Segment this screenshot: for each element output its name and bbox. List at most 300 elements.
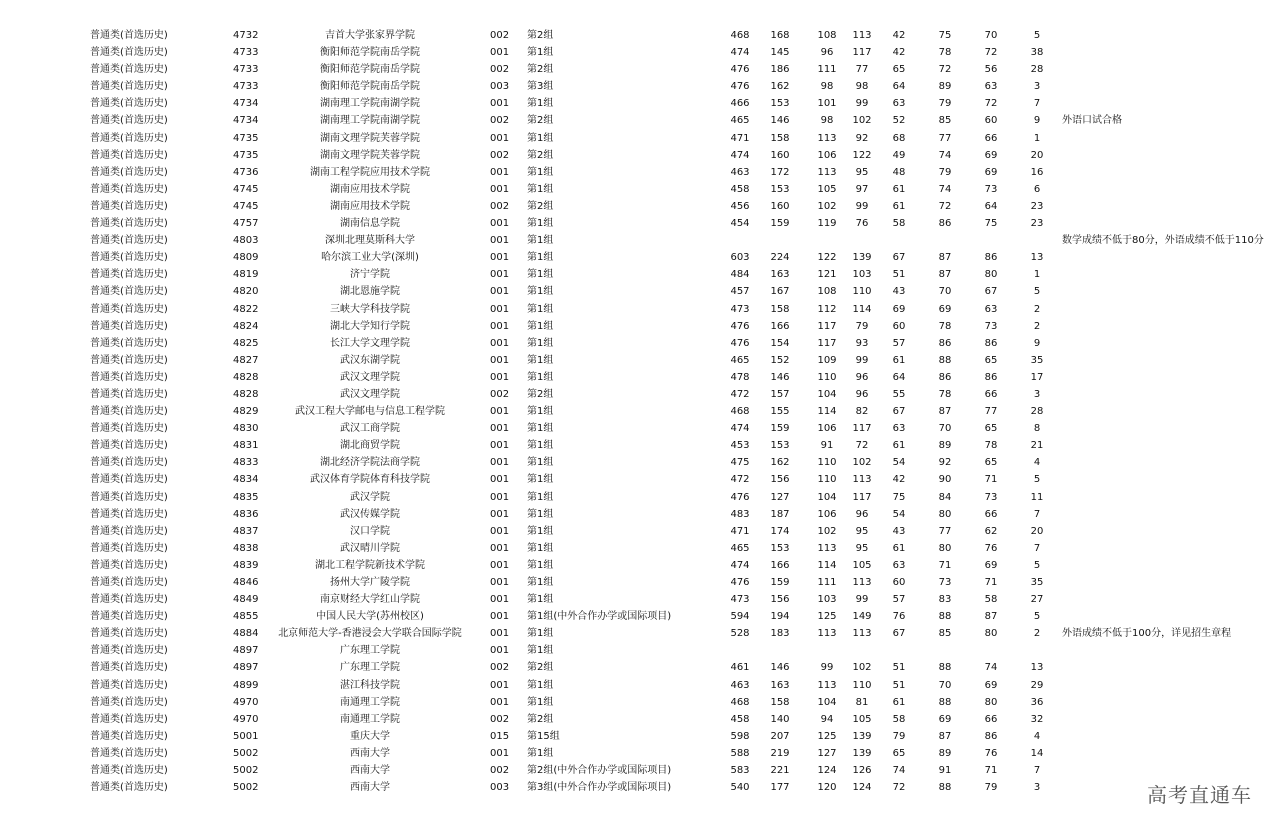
score-2-cell: 103 xyxy=(817,594,837,606)
total-score-cell: 468 xyxy=(730,30,750,41)
score-1-cell: 194 xyxy=(770,611,790,623)
school-code-cell: 4833 xyxy=(233,457,259,469)
score-1-cell: 153 xyxy=(770,440,790,452)
school-code-cell: 4745 xyxy=(233,200,259,212)
score-7-cell: 13 xyxy=(1030,252,1044,264)
school-code-cell: 4970 xyxy=(233,713,259,725)
score-1-cell: 159 xyxy=(770,423,790,435)
group-name-cell: 第1组 xyxy=(527,132,554,144)
score-5-cell: 89 xyxy=(938,440,952,452)
group-name-cell: 第1组 xyxy=(527,645,554,657)
score-6-cell: 60 xyxy=(984,115,998,127)
school-code-cell: 4825 xyxy=(233,337,259,349)
score-3-cell: 98 xyxy=(855,81,869,93)
group-code-cell: 001 xyxy=(490,457,510,469)
table-row xyxy=(0,232,1280,249)
score-6-cell: 80 xyxy=(984,628,998,640)
school-code-cell: 4839 xyxy=(233,559,259,571)
category-cell: 普通类(首选历史) xyxy=(90,594,168,606)
score-6-cell: 73 xyxy=(984,320,998,332)
score-3-cell: 82 xyxy=(855,406,869,418)
score-5-cell: 84 xyxy=(938,491,952,503)
score-2-cell: 117 xyxy=(817,337,837,349)
score-4-cell: 57 xyxy=(892,594,906,606)
school-code-cell: 4897 xyxy=(233,662,259,674)
school-name-cell: 三峡大学科技学院 xyxy=(330,303,410,315)
category-cell: 普通类(首选历史) xyxy=(90,559,168,571)
score-1-cell: 172 xyxy=(770,166,790,178)
score-2-cell: 108 xyxy=(817,30,837,41)
total-score-cell: 594 xyxy=(730,611,750,623)
score-1-cell: 177 xyxy=(770,782,790,794)
total-score-cell: 465 xyxy=(730,115,750,127)
score-2-cell: 104 xyxy=(817,491,837,503)
total-score-cell: 456 xyxy=(730,200,750,212)
score-5-cell: 89 xyxy=(938,81,952,93)
score-6-cell: 73 xyxy=(984,183,998,195)
score-2-cell: 113 xyxy=(817,628,837,640)
total-score-cell: 457 xyxy=(730,286,750,298)
score-5-cell: 87 xyxy=(938,269,952,281)
table-row xyxy=(0,506,1280,523)
total-score-cell: 465 xyxy=(730,354,750,366)
school-name-cell: 西南大学 xyxy=(350,782,390,794)
score-2-cell: 99 xyxy=(820,662,834,674)
score-6-cell: 66 xyxy=(984,388,998,400)
score-3-cell: 103 xyxy=(852,269,872,281)
group-name-cell: 第1组 xyxy=(527,235,554,247)
score-6-cell: 76 xyxy=(984,747,998,759)
admission-score-table xyxy=(0,27,1280,796)
score-7-cell: 3 xyxy=(1033,81,1041,93)
total-score-cell: 453 xyxy=(730,440,750,452)
total-score-cell: 476 xyxy=(730,64,750,76)
score-5-cell: 80 xyxy=(938,508,952,520)
score-7-cell: 3 xyxy=(1033,782,1041,794)
score-4-cell: 76 xyxy=(892,611,906,623)
group-name-cell: 第1组(中外合作办学或国际项目) xyxy=(527,611,672,623)
category-cell: 普通类(首选历史) xyxy=(90,200,168,212)
total-score-cell: 476 xyxy=(730,337,750,349)
score-7-cell: 23 xyxy=(1030,200,1044,212)
score-5-cell: 72 xyxy=(938,200,952,212)
table-row xyxy=(0,112,1280,129)
category-cell: 普通类(首选历史) xyxy=(90,166,168,178)
group-code-cell: 002 xyxy=(490,200,510,212)
score-6-cell: 73 xyxy=(984,491,998,503)
score-3-cell: 117 xyxy=(852,423,872,435)
score-3-cell: 96 xyxy=(855,388,869,400)
score-7-cell: 28 xyxy=(1030,406,1044,418)
score-5-cell: 79 xyxy=(938,166,952,178)
school-name-cell: 武汉传媒学院 xyxy=(340,508,400,520)
score-2-cell: 119 xyxy=(817,218,837,230)
score-6-cell: 86 xyxy=(984,730,998,742)
score-6-cell: 56 xyxy=(984,64,998,76)
category-cell: 普通类(首选历史) xyxy=(90,577,168,588)
table-row xyxy=(0,437,1280,454)
school-name-cell: 广东理工学院 xyxy=(340,662,400,674)
score-6-cell: 70 xyxy=(984,30,998,41)
group-name-cell: 第1组 xyxy=(527,166,554,178)
score-6-cell: 65 xyxy=(984,354,998,366)
group-code-cell: 001 xyxy=(490,269,510,281)
total-score-cell: 472 xyxy=(730,388,750,400)
score-7-cell: 4 xyxy=(1033,457,1041,469)
group-name-cell: 第1组 xyxy=(527,303,554,315)
score-5-cell: 78 xyxy=(938,320,952,332)
category-cell: 普通类(首选历史) xyxy=(90,440,168,452)
score-7-cell: 28 xyxy=(1030,64,1044,76)
score-4-cell: 42 xyxy=(892,30,906,41)
score-2-cell: 113 xyxy=(817,166,837,178)
score-3-cell: 117 xyxy=(852,47,872,59)
score-4-cell: 58 xyxy=(892,218,906,230)
score-7-cell: 29 xyxy=(1030,679,1044,691)
category-cell: 普通类(首选历史) xyxy=(90,183,168,195)
group-name-cell: 第1组 xyxy=(527,508,554,520)
group-code-cell: 001 xyxy=(490,474,510,486)
category-cell: 普通类(首选历史) xyxy=(90,98,168,110)
score-1-cell: 221 xyxy=(770,765,790,777)
total-score-cell: 472 xyxy=(730,474,750,486)
category-cell: 普通类(首选历史) xyxy=(90,696,168,708)
school-code-cell: 5002 xyxy=(233,765,259,777)
group-code-cell: 001 xyxy=(490,183,510,195)
group-code-cell: 003 xyxy=(490,782,510,794)
group-code-cell: 001 xyxy=(490,440,510,452)
category-cell: 普通类(首选历史) xyxy=(90,149,168,161)
score-1-cell: 145 xyxy=(770,47,790,59)
score-7-cell: 5 xyxy=(1033,559,1041,571)
group-name-cell: 第2组 xyxy=(527,662,554,674)
score-4-cell: 54 xyxy=(892,508,906,520)
group-code-cell: 001 xyxy=(490,645,510,657)
table-row xyxy=(0,745,1280,762)
score-4-cell: 69 xyxy=(892,303,906,315)
score-5-cell: 92 xyxy=(938,457,952,469)
group-name-cell: 第1组 xyxy=(527,542,554,554)
school-name-cell: 济宁学院 xyxy=(350,269,390,281)
score-6-cell: 86 xyxy=(984,252,998,264)
score-2-cell: 91 xyxy=(820,440,834,452)
score-3-cell: 97 xyxy=(855,183,869,195)
score-4-cell: 61 xyxy=(892,183,906,195)
score-1-cell: 158 xyxy=(770,696,790,708)
score-6-cell: 72 xyxy=(984,98,998,110)
score-2-cell: 121 xyxy=(817,269,837,281)
school-code-cell: 4828 xyxy=(233,371,259,383)
score-4-cell: 63 xyxy=(892,98,906,110)
score-7-cell: 2 xyxy=(1033,303,1041,315)
school-code-cell: 4735 xyxy=(233,132,259,144)
score-5-cell: 83 xyxy=(938,594,952,606)
group-code-cell: 001 xyxy=(490,166,510,178)
score-4-cell: 65 xyxy=(892,747,906,759)
table-row xyxy=(0,301,1280,318)
score-7-cell: 5 xyxy=(1033,474,1041,486)
score-7-cell: 23 xyxy=(1030,218,1044,230)
total-score-cell: 458 xyxy=(730,183,750,195)
school-code-cell: 5002 xyxy=(233,747,259,759)
total-score-cell: 468 xyxy=(730,406,750,418)
school-code-cell: 4803 xyxy=(233,235,259,247)
school-name-cell: 重庆大学 xyxy=(350,730,390,742)
score-3-cell: 102 xyxy=(852,457,872,469)
category-cell: 普通类(首选历史) xyxy=(90,115,168,127)
school-name-cell: 南京财经大学红山学院 xyxy=(320,594,420,606)
score-2-cell: 104 xyxy=(817,388,837,400)
table-row xyxy=(0,540,1280,557)
score-2-cell: 98 xyxy=(820,81,834,93)
total-score-cell: 474 xyxy=(730,559,750,571)
group-code-cell: 001 xyxy=(490,98,510,110)
school-name-cell: 武汉工程大学邮电与信息工程学院 xyxy=(295,406,445,418)
score-5-cell: 88 xyxy=(938,354,952,366)
score-1-cell: 163 xyxy=(770,269,790,281)
group-name-cell: 第1组 xyxy=(527,406,554,418)
category-cell: 普通类(首选历史) xyxy=(90,218,168,230)
score-6-cell: 69 xyxy=(984,559,998,571)
score-1-cell: 160 xyxy=(770,200,790,212)
score-2-cell: 110 xyxy=(817,474,837,486)
school-code-cell: 4855 xyxy=(233,611,259,623)
school-code-cell: 4827 xyxy=(233,354,259,366)
category-cell: 普通类(首选历史) xyxy=(90,611,168,623)
group-code-cell: 001 xyxy=(490,696,510,708)
score-3-cell: 95 xyxy=(855,542,869,554)
score-4-cell: 42 xyxy=(892,474,906,486)
score-7-cell: 1 xyxy=(1033,269,1041,281)
table-row xyxy=(0,728,1280,745)
note-cell: 数学成绩不低于80分，外语成绩不低于110分 xyxy=(1062,235,1264,247)
score-1-cell: 174 xyxy=(770,525,790,537)
school-code-cell: 5002 xyxy=(233,782,259,794)
group-code-cell: 001 xyxy=(490,594,510,606)
score-4-cell: 64 xyxy=(892,81,906,93)
table-row xyxy=(0,489,1280,506)
score-3-cell: 117 xyxy=(852,491,872,503)
score-7-cell: 3 xyxy=(1033,388,1041,400)
group-name-cell: 第3组(中外合作办学或国际项目) xyxy=(527,782,672,794)
category-cell: 普通类(首选历史) xyxy=(90,371,168,383)
score-4-cell: 67 xyxy=(892,406,906,418)
score-4-cell: 51 xyxy=(892,269,906,281)
group-name-cell: 第2组 xyxy=(527,64,554,76)
score-6-cell: 62 xyxy=(984,525,998,537)
score-2-cell: 94 xyxy=(820,713,834,725)
score-4-cell: 52 xyxy=(892,115,906,127)
score-2-cell: 101 xyxy=(817,98,837,110)
score-4-cell: 67 xyxy=(892,628,906,640)
total-score-cell: 583 xyxy=(730,765,750,777)
group-code-cell: 001 xyxy=(490,132,510,144)
table-row xyxy=(0,557,1280,574)
score-4-cell: 58 xyxy=(892,713,906,725)
category-cell: 普通类(首选历史) xyxy=(90,354,168,366)
school-code-cell: 4734 xyxy=(233,115,259,127)
group-name-cell: 第1组 xyxy=(527,354,554,366)
group-code-cell: 001 xyxy=(490,371,510,383)
category-cell: 普通类(首选历史) xyxy=(90,30,168,41)
score-4-cell: 54 xyxy=(892,457,906,469)
school-name-cell: 南通理工学院 xyxy=(340,713,400,725)
score-1-cell: 146 xyxy=(770,371,790,383)
score-7-cell: 38 xyxy=(1030,47,1044,59)
score-1-cell: 160 xyxy=(770,149,790,161)
total-score-cell: 471 xyxy=(730,525,750,537)
group-code-cell: 001 xyxy=(490,628,510,640)
school-code-cell: 4837 xyxy=(233,525,259,537)
score-7-cell: 9 xyxy=(1033,115,1041,127)
total-score-cell: 468 xyxy=(730,696,750,708)
school-name-cell: 湖南应用技术学院 xyxy=(330,183,410,195)
score-7-cell: 7 xyxy=(1033,765,1041,777)
school-code-cell: 4733 xyxy=(233,64,259,76)
score-2-cell: 112 xyxy=(817,303,837,315)
table-row xyxy=(0,591,1280,608)
group-name-cell: 第2组 xyxy=(527,713,554,725)
school-name-cell: 湖南理工学院南湖学院 xyxy=(320,115,420,127)
group-name-cell: 第3组 xyxy=(527,81,554,93)
table-row xyxy=(0,677,1280,694)
score-7-cell: 27 xyxy=(1030,594,1044,606)
school-name-cell: 吉首大学张家界学院 xyxy=(325,30,415,41)
note-cell: 外语口试合格 xyxy=(1062,115,1122,127)
score-2-cell: 102 xyxy=(817,525,837,537)
score-6-cell: 67 xyxy=(984,286,998,298)
score-2-cell: 104 xyxy=(817,696,837,708)
group-name-cell: 第1组 xyxy=(527,98,554,110)
score-4-cell: 49 xyxy=(892,149,906,161)
score-7-cell: 2 xyxy=(1033,320,1041,332)
table-row xyxy=(0,215,1280,232)
score-3-cell: 105 xyxy=(852,559,872,571)
score-7-cell: 5 xyxy=(1033,611,1041,623)
school-name-cell: 深圳北理莫斯科大学 xyxy=(325,235,415,247)
group-name-cell: 第1组 xyxy=(527,559,554,571)
school-name-cell: 北京师范大学-香港浸会大学联合国际学院 xyxy=(278,628,462,640)
score-7-cell: 9 xyxy=(1033,337,1041,349)
score-1-cell: 153 xyxy=(770,542,790,554)
score-2-cell: 127 xyxy=(817,747,837,759)
category-cell: 普通类(首选历史) xyxy=(90,132,168,144)
school-code-cell: 4846 xyxy=(233,577,259,588)
score-1-cell: 162 xyxy=(770,457,790,469)
score-2-cell: 105 xyxy=(817,183,837,195)
total-score-cell: 484 xyxy=(730,269,750,281)
group-code-cell: 002 xyxy=(490,149,510,161)
score-2-cell: 120 xyxy=(817,782,837,794)
score-1-cell: 127 xyxy=(770,491,790,503)
table-row xyxy=(0,335,1280,352)
score-3-cell: 126 xyxy=(852,765,872,777)
score-6-cell: 87 xyxy=(984,611,998,623)
group-name-cell: 第1组 xyxy=(527,371,554,383)
school-name-cell: 武汉东湖学院 xyxy=(340,354,400,366)
score-7-cell: 36 xyxy=(1030,696,1044,708)
score-2-cell: 125 xyxy=(817,730,837,742)
group-code-cell: 001 xyxy=(490,577,510,588)
group-name-cell: 第15组 xyxy=(527,730,560,742)
group-code-cell: 001 xyxy=(490,679,510,691)
school-name-cell: 湖南文理学院芙蓉学院 xyxy=(320,132,420,144)
group-name-cell: 第1组 xyxy=(527,679,554,691)
group-code-cell: 001 xyxy=(490,47,510,59)
school-name-cell: 湖南文理学院芙蓉学院 xyxy=(320,149,420,161)
school-name-cell: 扬州大学广陵学院 xyxy=(330,577,410,588)
total-score-cell: 478 xyxy=(730,371,750,383)
group-code-cell: 001 xyxy=(490,218,510,230)
score-6-cell: 74 xyxy=(984,662,998,674)
score-3-cell: 92 xyxy=(855,132,869,144)
score-1-cell: 166 xyxy=(770,320,790,332)
group-name-cell: 第1组 xyxy=(527,337,554,349)
school-name-cell: 湖北恩施学院 xyxy=(340,286,400,298)
table-row xyxy=(0,249,1280,266)
school-code-cell: 4830 xyxy=(233,423,259,435)
group-code-cell: 001 xyxy=(490,235,510,247)
score-7-cell: 35 xyxy=(1030,354,1044,366)
score-5-cell: 85 xyxy=(938,628,952,640)
score-4-cell: 57 xyxy=(892,337,906,349)
category-cell: 普通类(首选历史) xyxy=(90,457,168,469)
school-code-cell: 4809 xyxy=(233,252,259,264)
score-5-cell: 78 xyxy=(938,47,952,59)
score-1-cell: 152 xyxy=(770,354,790,366)
score-6-cell: 65 xyxy=(984,457,998,469)
score-4-cell: 60 xyxy=(892,320,906,332)
table-row xyxy=(0,283,1280,300)
school-name-cell: 长江大学文理学院 xyxy=(330,337,410,349)
score-3-cell: 99 xyxy=(855,98,869,110)
score-3-cell: 99 xyxy=(855,200,869,212)
score-1-cell: 153 xyxy=(770,183,790,195)
score-1-cell: 146 xyxy=(770,662,790,674)
total-score-cell: 454 xyxy=(730,218,750,230)
score-5-cell: 78 xyxy=(938,388,952,400)
category-cell: 普通类(首选历史) xyxy=(90,286,168,298)
category-cell: 普通类(首选历史) xyxy=(90,713,168,725)
score-3-cell: 76 xyxy=(855,218,869,230)
score-1-cell: 166 xyxy=(770,559,790,571)
score-5-cell: 70 xyxy=(938,679,952,691)
school-name-cell: 武汉晴川学院 xyxy=(340,542,400,554)
score-3-cell: 113 xyxy=(852,474,872,486)
score-1-cell: 167 xyxy=(770,286,790,298)
group-code-cell: 001 xyxy=(490,303,510,315)
category-cell: 普通类(首选历史) xyxy=(90,679,168,691)
score-5-cell: 73 xyxy=(938,577,952,588)
score-3-cell: 110 xyxy=(852,679,872,691)
school-code-cell: 4835 xyxy=(233,491,259,503)
group-code-cell: 001 xyxy=(490,542,510,554)
school-code-cell: 4733 xyxy=(233,81,259,93)
score-5-cell: 87 xyxy=(938,406,952,418)
score-2-cell: 124 xyxy=(817,765,837,777)
table-row xyxy=(0,27,1280,44)
score-6-cell: 63 xyxy=(984,303,998,315)
score-3-cell: 96 xyxy=(855,371,869,383)
category-cell: 普通类(首选历史) xyxy=(90,491,168,503)
score-2-cell: 113 xyxy=(817,132,837,144)
score-4-cell: 61 xyxy=(892,354,906,366)
total-score-cell: 528 xyxy=(730,628,750,640)
score-7-cell: 35 xyxy=(1030,577,1044,588)
group-name-cell: 第1组 xyxy=(527,320,554,332)
score-4-cell: 55 xyxy=(892,388,906,400)
score-1-cell: 155 xyxy=(770,406,790,418)
